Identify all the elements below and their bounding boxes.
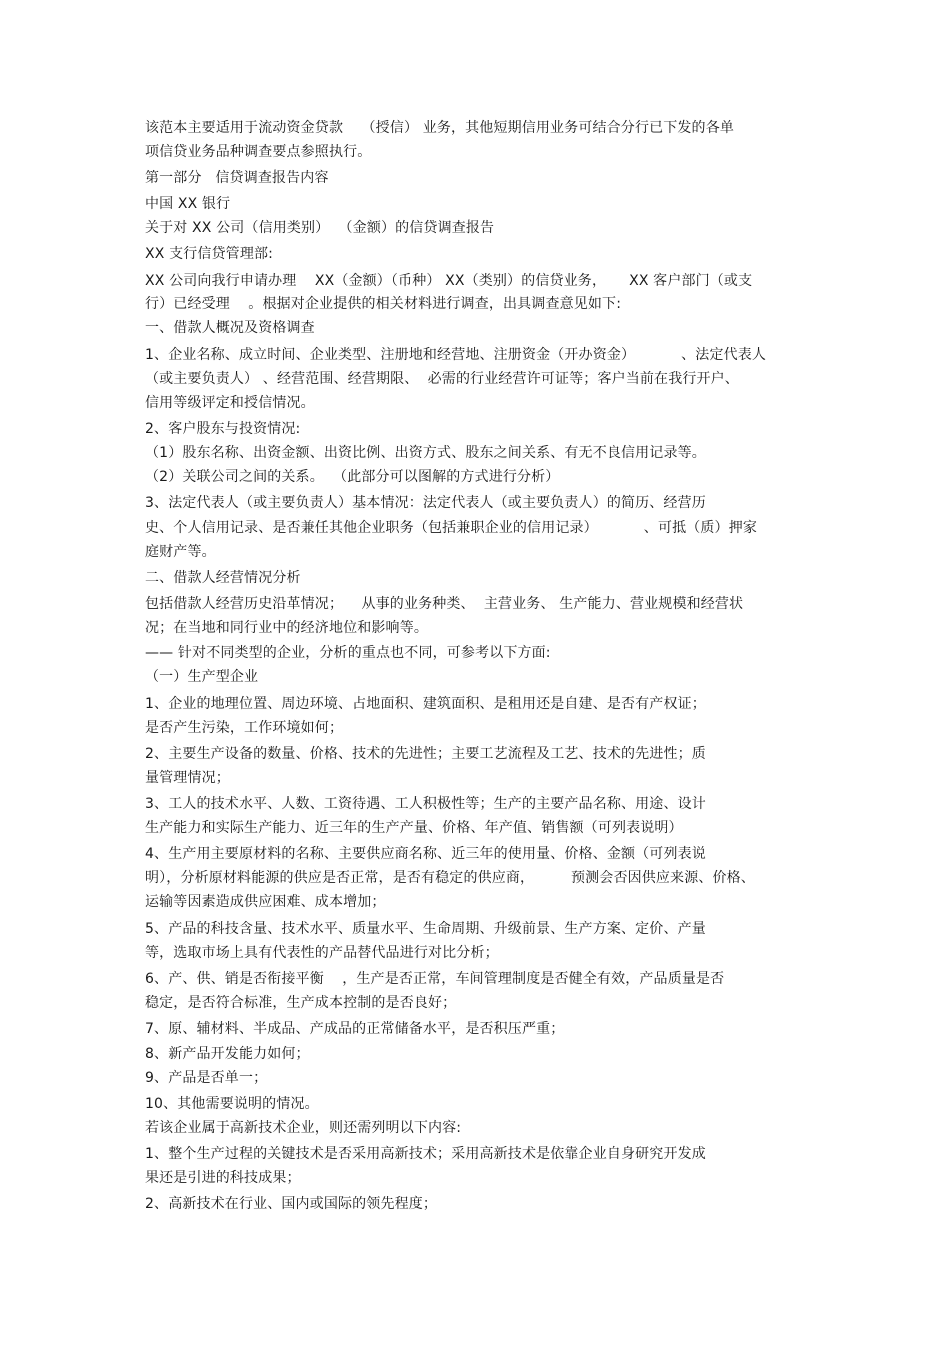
text-line: 7、原、辅材料、半成品、产成品的正常储备水平，是否积压严重； xyxy=(145,1021,565,1037)
text-line: 9、产品是否单一； xyxy=(145,1070,268,1086)
text-line: （2）关联公司之间的关系。 （此部分可以图解的方式进行分析） xyxy=(145,469,560,485)
text-line: —— 针对不同类型的企业，分析的重点也不同，可参考以下方面: xyxy=(145,645,551,661)
text-line: 等，选取市场上具有代表性的产品替代品进行对比分析； xyxy=(145,945,499,961)
section-heading: 第一部分 信贷调查报告内容 xyxy=(145,170,329,186)
text-line: （或主要负责人） 、经营范围、经营期限、 必需的行业经营许可证等；客户当前在我行开户、 xyxy=(145,371,739,387)
text-line: 庭财产等。 xyxy=(145,544,216,560)
text-line: 运输等因素造成供应困难、成本增加； xyxy=(145,894,386,910)
text-line: 1、整个生产过程的关键技术是否采用高新技术；采用高新技术是依靠企业自身研究开发成 xyxy=(145,1146,706,1162)
text-line: 4、生产用主要原材料的名称、主要供应商名称、近三年的使用量、价格、金额（可列表说 xyxy=(145,846,706,862)
text-line: 行）已经受理 。根据对企业提供的相关材料进行调查，出具调查意见如下: xyxy=(145,296,622,312)
subsection-heading: （一）生产型企业 xyxy=(145,669,259,685)
text-line: （1）股东名称、出资金额、出资比例、出资方式、股东之间关系、有无不良信用记录等。 xyxy=(145,445,706,461)
text-line: 量管理情况； xyxy=(145,770,230,786)
text-line: 项信贷业务品种调查要点参照执行。 xyxy=(145,144,372,160)
text-line: 该范本主要适用于流动资金贷款 （授信） 业务，其他短期信用业务可结合分行已下发的各单 xyxy=(145,120,734,136)
text-line: 1、企业名称、成立时间、企业类型、注册地和经营地、注册资金（开办资金） 、法定代表人 xyxy=(145,347,767,363)
text-line: 1、企业的地理位置、周边环境、占地面积、建筑面积、是租用还是自建、是否有产权证； xyxy=(145,696,706,712)
text-line: 2、高新技术在行业、国内或国际的领先程度； xyxy=(145,1196,438,1212)
text-line: 果还是引进的科技成果； xyxy=(145,1170,301,1186)
text-line: 是否产生污染，工作环境如何； xyxy=(145,720,344,736)
text-line: 3、法定代表人（或主要负责人）基本情况：法定代表人（或主要负责人）的简历、经营历 xyxy=(145,495,706,511)
text-line: 况；在当地和同行业中的经济地位和影响等。 xyxy=(145,620,428,636)
text-line: 稳定，是否符合标准，生产成本控制的是否良好； xyxy=(145,995,457,1011)
text-line: 2、主要生产设备的数量、价格、技术的先进性；主要工艺流程及工艺、技术的先进性；质 xyxy=(145,746,706,762)
text-line: 生产能力和实际生产能力、近三年的生产产量、价格、年产值、销售额（可列表说明） xyxy=(145,820,683,836)
text-line: 8、新产品开发能力如何； xyxy=(145,1046,310,1062)
text-line: 6、产、供、销是否衔接平衡 ，生产是否正常，车间管理制度是否健全有效，产品质量是否 xyxy=(145,971,725,987)
text-line: 5、产品的科技含量、技术水平、质量水平、生命周期、升级前景、生产方案、定价、产量 xyxy=(145,921,706,937)
text-line: XX 公司向我行申请办理 XX（金额）（币种） XX（类别）的信贷业务， XX 客户部门（或支 xyxy=(145,273,753,289)
text-line: 10、其他需要说明的情况。 xyxy=(145,1096,319,1112)
text-line: 明），分析原材料能源的供应是否正常，是否有稳定的供应商， 预测会否因供应来源、价格、 xyxy=(145,870,755,886)
addressee: XX 支行信贷管理部: xyxy=(145,246,273,262)
text-line: 信用等级评定和授信情况。 xyxy=(145,395,315,411)
report-title: 关于对 XX 公司（信用类别） （金额）的信贷调查报告 xyxy=(145,220,495,236)
section-heading: 一、借款人概况及资格调查 xyxy=(145,320,315,336)
text-line: 史、个人信用记录、是否兼任其他企业职务（包括兼职企业的信用记录） 、可抵（质）押家 xyxy=(145,520,757,536)
text-line: 2、客户股东与投资情况: xyxy=(145,421,301,437)
text-line: 若该企业属于高新技术企业，则还需列明以下内容: xyxy=(145,1120,462,1136)
section-heading: 二、借款人经营情况分析 xyxy=(145,570,301,586)
text-line: 3、工人的技术水平、人数、工资待遇、工人积极性等；生产的主要产品名称、用途、设计 xyxy=(145,796,706,812)
text-line: 包括借款人经营历史沿革情况； 从事的业务种类、 主营业务、 生产能力、营业规模和经营状 xyxy=(145,596,744,612)
text-line: 中国 XX 银行 xyxy=(145,196,231,212)
